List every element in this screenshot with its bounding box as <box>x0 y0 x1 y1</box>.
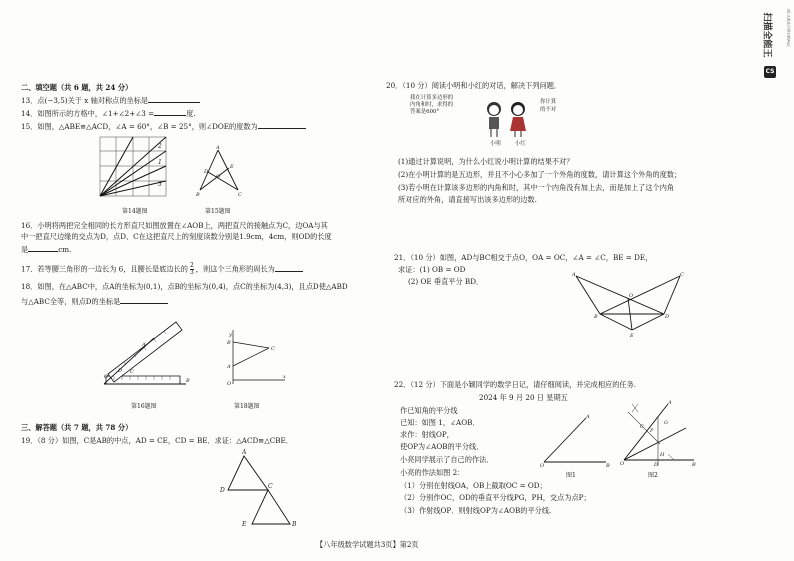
svg-text:C: C <box>640 424 644 430</box>
question-22: 22．（12 分）下面是小颖同学的数学日记，请仔细阅读，并完成相应的任务. <box>394 380 637 389</box>
question-16-line-3 <box>21 244 71 254</box>
bubble-line: 答案是600° <box>410 109 440 115</box>
diary-line: （2）分别作OC，OD的垂直平分线PG，PH，交点为点P； <box>400 493 591 502</box>
svg-text:A: A <box>668 400 672 406</box>
question-20: 20．（10 分）阅读小明和小红的对话，解决下列问题． <box>386 81 562 90</box>
figure-14-grid <box>100 137 170 199</box>
svg-text:O: O <box>104 374 109 380</box>
question-17-text: 17．若等腰三角形的一边长为 6，且腰长是底边长的 <box>21 264 188 274</box>
diary-line: 作已知角的平分线 <box>400 406 458 415</box>
answer-blank <box>275 264 303 272</box>
svg-text:D: D <box>204 169 209 175</box>
svg-text:O: O <box>629 293 634 299</box>
question-14-text: 14．如图所示的方格中，∠1+∠2+∠3 = <box>21 109 155 118</box>
page-footer: 【八年级数学试题共3页】第2页 <box>316 540 419 549</box>
svg-text:A: A <box>142 342 146 348</box>
figure-15-triangles <box>196 146 256 196</box>
svg-text:G: G <box>664 420 668 426</box>
dialogue-illustration <box>410 91 560 149</box>
figure-18-caption: 第18题图 <box>234 403 260 410</box>
diary-line: 小亮同学展示了自己的作法． <box>400 455 494 464</box>
svg-text:C: C <box>238 192 242 198</box>
question-13-text: 13．点(−3,5)关于 x 轴对称点的坐标是 <box>21 96 149 105</box>
question-21: 21．（10 分）如图，AD与BC相交于点O，OA = OC，∠A = ∠C，BE = DE， <box>394 253 653 262</box>
question-20-part-2: (2)在小明计算的是五边形，并且不小心多加了一个外角的度数，请计算这个外角的度数； <box>398 170 682 179</box>
svg-text:C: C <box>680 272 684 278</box>
svg-text:y: y <box>229 332 232 338</box>
children-cartoon <box>484 99 532 139</box>
svg-text:D: D <box>665 314 670 320</box>
label-ming: 小明 <box>490 141 501 147</box>
diary-line: 求作：射线OP， <box>400 430 454 439</box>
diary-line: 已知：如图 1，∠AOB． <box>400 418 480 427</box>
question-21-proof-2: (2) OE 垂直平分 BD． <box>408 277 484 286</box>
cs-badge: CS <box>764 66 776 78</box>
svg-text:O: O <box>227 381 232 387</box>
fraction-denominator: 3 <box>189 269 194 276</box>
section-3-heading: 三、解答题（共 7 题，共 78 分） <box>21 423 133 432</box>
figure-19-triangles <box>218 448 308 528</box>
question-16-lead: 是 <box>21 245 29 254</box>
question-18-line-1: 18．如图，在△ABC中，点A的坐标为(0,1)，点B的坐标为(0,4)，点C的坐标为(4,3)，且点D使△ABD <box>21 282 348 291</box>
svg-text:3: 3 <box>158 181 162 188</box>
question-14 <box>21 108 196 118</box>
svg-text:A: A <box>227 364 231 370</box>
svg-text:A: A <box>242 449 247 456</box>
svg-text:O: O <box>216 174 221 180</box>
figure-1-caption: 图1 <box>566 472 576 479</box>
svg-text:O: O <box>540 463 545 469</box>
svg-text:1: 1 <box>158 159 162 166</box>
svg-text:D: D <box>654 462 659 468</box>
svg-text:P: P <box>650 428 654 434</box>
diary-line: （3）作射线OP．则射线OP为∠AOB的平分线. <box>400 506 552 515</box>
question-21-proof-1: 求证：(1) OB = OD <box>398 265 466 274</box>
answer-blank <box>28 244 58 252</box>
question-20-part-3b: 所对应的外角，请直接写出该多边形的边数. <box>398 195 537 204</box>
figure-22-1 <box>540 412 610 468</box>
fraction <box>190 263 194 276</box>
question-16-line-2: 中一把直尺边缘的交点为D，点D、C在这把直尺上的刻度读数分别是1.9cm，4cm，则OD的长度 <box>21 232 332 241</box>
question-17-tail: ，则这个三角形的周长为 <box>195 264 275 274</box>
svg-text:A: A <box>586 414 590 420</box>
svg-text:B: B <box>606 463 610 469</box>
answer-blank <box>258 121 306 129</box>
diary-line: 使OP为∠AOB的平分线． <box>400 442 484 451</box>
answer-blank <box>148 95 200 103</box>
svg-text:B: B <box>594 314 598 320</box>
label-hong: 小红 <box>515 141 526 147</box>
svg-text:D: D <box>118 368 123 374</box>
figure-18-coordinates <box>225 328 287 386</box>
question-20-part-1: (1)通过计算说明，为什么小红说小明计算的结果不对？ <box>398 157 574 166</box>
question-14-unit: 度. <box>186 109 196 118</box>
scanner-logo <box>761 8 791 80</box>
svg-text:B: B <box>692 462 696 468</box>
brand-tagline: 3亿人都在用的扫描App <box>786 8 791 47</box>
fraction-numerator: 2 <box>189 262 194 269</box>
figure-22-2 <box>620 400 696 468</box>
svg-text:B: B <box>196 192 200 198</box>
question-19: 19．（8 分）如图，C是AB的中点，AD = CE，CD = BE．求证：△ACD≌△CBE． <box>21 436 293 445</box>
figure-2-caption: 图2 <box>648 472 658 479</box>
svg-text:E: E <box>630 333 634 339</box>
svg-text:O: O <box>620 461 625 467</box>
section-2-heading: 二、填空题（共 6 题，共 24 分） <box>21 83 133 92</box>
question-16-unit: cm. <box>58 245 72 254</box>
svg-text:A: A <box>216 145 220 151</box>
bubble-line: 我在计算多边形的 <box>410 95 454 101</box>
svg-text:E: E <box>230 164 234 170</box>
question-20-part-3a: (3)若小明在计算该多边形的内角和时，其中一个内角没有加上去，而是加上了这个内角 <box>398 183 675 192</box>
svg-text:B: B <box>227 340 231 346</box>
diary-line: 小亮的作法如图 2： <box>400 468 465 477</box>
svg-text:B: B <box>186 378 190 384</box>
figure-16-caption: 第16题图 <box>131 403 157 410</box>
question-17 <box>21 263 303 276</box>
figure-15-caption: 第15题图 <box>205 208 231 215</box>
bubble-line: 内角和时，求得的 <box>410 102 454 108</box>
diary-line: （1）分别在射线OA，OB上截取OC = OD； <box>400 481 547 490</box>
question-18-line-2 <box>21 296 168 306</box>
speech-bubble-hong: 你计算的不对 <box>540 99 557 113</box>
figure-14-caption: 第14题图 <box>122 208 148 215</box>
brand-name: 扫描全能王 <box>761 12 772 58</box>
svg-text:H: H <box>660 452 665 458</box>
svg-text:C: C <box>130 369 134 375</box>
question-18-lead: 与△ABC全等，则点D的坐标是 <box>21 297 121 306</box>
diary-date: 2024 年 9 月 20 日 星期五 <box>479 393 568 402</box>
svg-text:x: x <box>283 374 286 380</box>
svg-text:A: A <box>572 272 576 278</box>
figure-16-rulers <box>104 318 194 388</box>
question-15-text: 15．如图，△ABE≌△ACD，∠A = 60°，∠B = 25°，则∠DOE的度数为 <box>21 122 258 131</box>
speech-bubble-ming <box>410 95 453 116</box>
answer-blank <box>154 108 186 116</box>
question-15 <box>21 121 306 131</box>
svg-text:E: E <box>242 521 247 528</box>
svg-text:C: C <box>271 346 275 352</box>
svg-text:D: D <box>220 487 225 494</box>
svg-text:2: 2 <box>158 143 162 150</box>
svg-text:C: C <box>268 483 273 490</box>
question-13 <box>21 95 200 105</box>
question-16-line-1: 16．小明将两把完全相同的长方形直尺如图放置在∠AOB上，两把直尺的接触点为C，边OA与其 <box>21 221 328 230</box>
figure-21 <box>572 270 692 340</box>
answer-blank <box>120 296 168 304</box>
svg-text:B: B <box>292 521 297 528</box>
